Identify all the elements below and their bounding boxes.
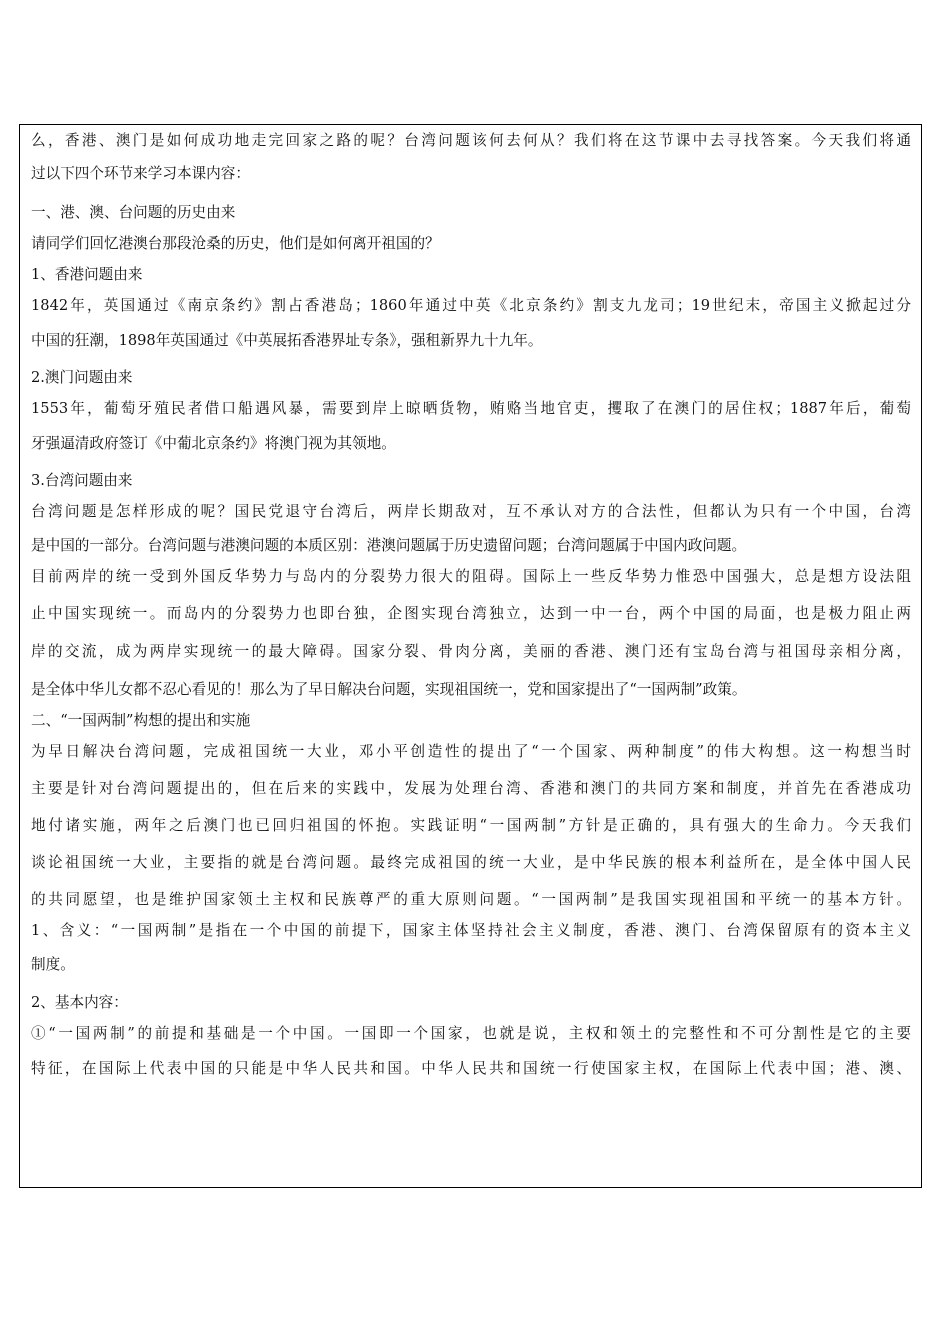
text-line: 为早日解决台湾问题，完成祖国统一大业，邓小平创造性的提出了“一个国家、两种制度”的伟大构想。这一构想当时 [31, 743, 911, 760]
text-line: 中国的狂潮，1898年英国通过《中英展拓香港界址专条》，强租新界九十九年。 [31, 332, 543, 349]
text-line: 二、“一国两制”构想的提出和实施 [31, 712, 251, 729]
text-line: 1、含义：“一国两制”是指在一个中国的前提下，国家主体坚持社会主义制度，香港、澳门、台湾保留原有的资本主义 [31, 922, 911, 939]
text-line: 的共同愿望，也是维护国家领土主权和民族尊严的重大原则问题。“一国两制”是我国实现祖国和平统一的基本方针。 [31, 891, 911, 908]
text-line: 牙强逼清政府签订《中葡北京条约》将澳门视为其领地。 [31, 435, 396, 452]
text-line: 3.台湾问题由来 [31, 472, 133, 489]
text-line: 主要是针对台湾问题提出的，但在后来的实践中，发展为处理台湾、香港和澳门的共同方案和制度，并首先在香港成功 [31, 780, 911, 797]
text-line: 过以下四个环节来学习本课内容： [31, 165, 250, 182]
text-line: 么，香港、澳门是如何成功地走完回家之路的呢？台湾问题该何去何从？我们将在这节课中去寻找答案。今天我们将通 [31, 132, 911, 149]
text-line: 特征，在国际上代表中国的只能是中华人民共和国。中华人民共和国统一行使国家主权，在国际上代表中国；港、澳、 [31, 1060, 911, 1077]
text-line: 一、港、澳、台问题的历史由来 [31, 204, 236, 221]
text-line: 目前两岸的统一受到外国反华势力与岛内的分裂势力很大的阻碍。国际上一些反华势力惟恐中国强大，总是想方设法阻 [31, 568, 911, 585]
text-line: 2.澳门问题由来 [31, 369, 133, 386]
text-line: 1553年，葡萄牙殖民者借口船遇风暴，需要到岸上晾晒货物，贿赂当地官吏，攫取了在澳门的居住权；1887年后，葡萄 [31, 400, 911, 417]
text-line: ①“一国两制”的前提和基础是一个中国。一国即一个国家，也就是说，主权和领土的完整性和不可分割性是它的主要 [31, 1025, 911, 1042]
text-line: 是中国的一部分。台湾问题与港澳问题的本质区别：港澳问题属于历史遗留问题；台湾问题属于中国内政问题。 [31, 537, 747, 554]
text-line: 地付诸实施，两年之后澳门也已回归祖国的怀抱。实践证明“一国两制”方针是正确的，具有强大的生命力。今天我们 [31, 817, 911, 834]
text-line: 是全体中华儿女都不忍心看见的！那么为了早日解决台问题，实现祖国统一，党和国家提出了“一国两制”政策。 [31, 681, 747, 698]
text-line: 2、基本内容： [31, 994, 128, 1011]
text-line: 台湾问题是怎样形成的呢？国民党退守台湾后，两岸长期敌对，互不承认对方的合法性，但都认为只有一个中国，台湾 [31, 503, 911, 520]
document-table-cell [19, 124, 922, 1188]
text-line: 制度。 [31, 956, 75, 973]
text-line: 谈论祖国统一大业，主要指的就是台湾问题。最终完成祖国的统一大业，是中华民族的根本利益所在，是全体中国人民 [31, 854, 911, 871]
text-line: 1842年，英国通过《南京条约》割占香港岛；1860年通过中英《北京条约》割支九龙司；19世纪末，帝国主义掀起过分 [31, 297, 911, 314]
text-line: 岸的交流，成为两岸实现统一的最大障碍。国家分裂、骨肉分离，美丽的香港、澳门还有宝岛台湾与祖国母亲相分离， [31, 643, 911, 660]
text-line: 请同学们回忆港澳台那段沧桑的历史，他们是如何离开祖国的？ [31, 235, 440, 252]
text-line: 止中国实现统一。而岛内的分裂势力也即台独，企图实现台湾独立，达到一中一台，两个中国的局面，也是极力阻止两 [31, 605, 911, 622]
text-line: 1、香港问题由来 [31, 266, 143, 283]
